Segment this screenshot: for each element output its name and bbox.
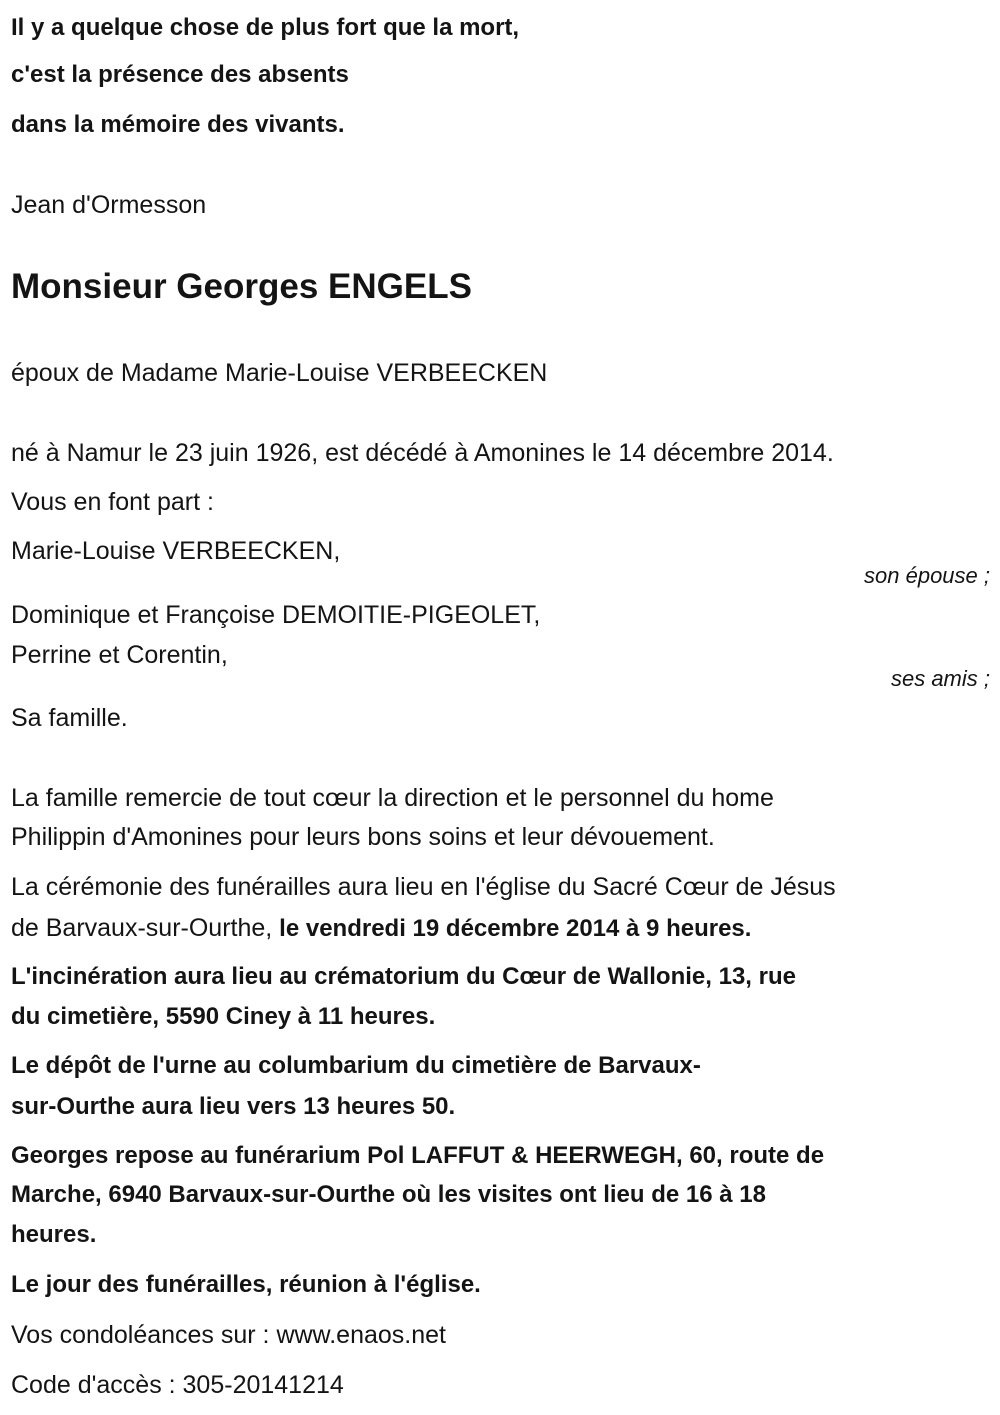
thanks-line-2: Philippin d'Amonines pour leurs bons soins et leur dévouement. (11, 823, 715, 851)
thanks-line-1: La famille remercie de tout cœur la direction et le personnel du home (11, 784, 774, 812)
wife-role: son épouse ; (864, 563, 990, 588)
deceased-name-title: Monsieur Georges ENGELS (11, 267, 472, 306)
ceremony-date: le vendredi 19 décembre 2014 à 9 heures. (279, 915, 752, 942)
ceremony-line-2 (11, 913, 751, 944)
quote-line-2: c'est la présence des absents (11, 61, 349, 88)
quote-line-3: dans la mémoire des vivants. (11, 111, 345, 138)
ceremony-line-1: La cérémonie des funérailles aura lieu en l'église du Sacré Cœur de Jésus (11, 873, 836, 901)
friends-role: ses amis ; (890, 666, 990, 691)
repose-line-1: Georges repose au funérarium Pol LAFFUT & HEERWEGH, 60, route de (11, 1142, 825, 1169)
quote-line-1: Il y a quelque chose de plus fort que la mort, (11, 14, 520, 41)
meeting-line: Le jour des funérailles, réunion à l'église. (11, 1271, 481, 1298)
repose-line-2: Marche, 6940 Barvaux-sur-Ourthe où les visites ont lieu de 16 à 18 (11, 1181, 766, 1208)
cremation-line-2: du cimetière, 5590 Ciney à 11 heures. (11, 1003, 436, 1030)
wife-name: Marie-Louise VERBEECKEN, (11, 537, 341, 565)
urn-line-1: Le dépôt de l'urne au columbarium du cimetière de Barvaux- (11, 1052, 701, 1079)
announce-line: Vous en font part : (11, 488, 214, 516)
birth-death-line: né à Namur le 23 juin 1926, est décédé à Amonines le 14 décembre 2014. (11, 439, 834, 467)
spouse-line: époux de Madame Marie-Louise VERBEECKEN (11, 359, 548, 387)
condolences-line: Vos condoléances sur : www.enaos.net (11, 1321, 446, 1349)
ceremony-place: de Barvaux-sur-Ourthe, (11, 914, 280, 942)
friends-line-2: Perrine et Corentin, (11, 641, 228, 669)
urn-line-2: sur-Ourthe aura lieu vers 13 heures 50. (11, 1093, 456, 1120)
quote-author: Jean d'Ormesson (11, 191, 207, 219)
family-line: Sa famille. (11, 704, 128, 732)
access-code-line: Code d'accès : 305-20141214 (11, 1371, 344, 1399)
cremation-line-1: L'incinération aura lieu au crématorium du Cœur de Wallonie, 13, rue (11, 963, 796, 990)
repose-line-3: heures. (11, 1221, 97, 1248)
friends-line-1: Dominique et Françoise DEMOITIE-PIGEOLET, (11, 601, 541, 629)
